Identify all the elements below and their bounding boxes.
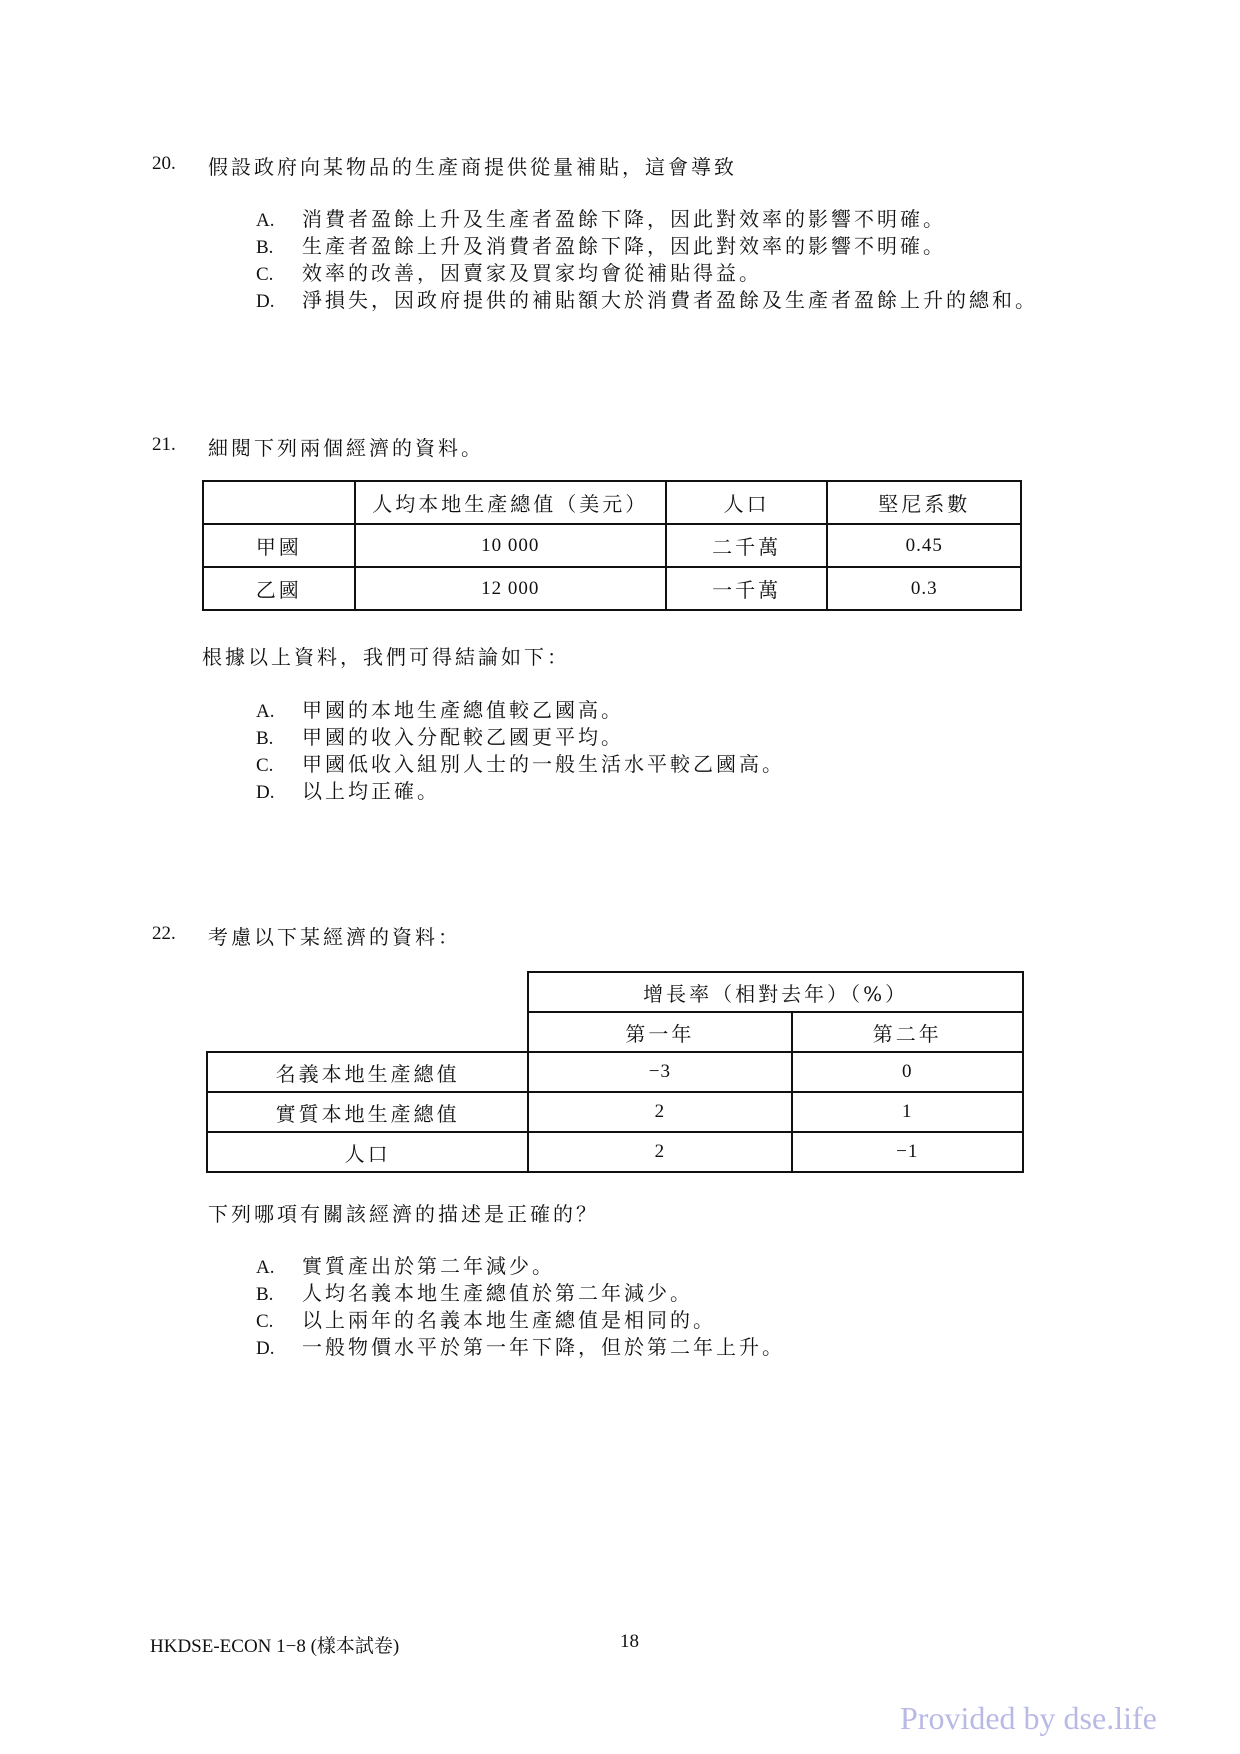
question-lead: 下列哪項有關該經濟的描述是正確的？ — [208, 1202, 599, 1226]
answer-option — [256, 748, 785, 777]
country-data-table — [202, 480, 1022, 611]
table-header-cell: 堅尼系數 — [827, 481, 1021, 524]
table-row — [203, 567, 1021, 610]
option-letter: A. — [256, 1257, 275, 1278]
table-cell: 12 000 — [355, 567, 666, 610]
page-number: 18 — [620, 1631, 639, 1652]
question-number: 21. — [152, 434, 176, 455]
paper-code: HKDSE-ECON 1−8 (樣本試卷) — [150, 1636, 400, 1657]
table-row — [207, 1092, 1023, 1132]
option-letter: B. — [256, 728, 274, 749]
answer-option — [256, 284, 1038, 313]
table-cell: 實質本地生產總值 — [207, 1092, 528, 1132]
option-text: 實質產出於第二年減少。 — [302, 1254, 555, 1278]
option-text: 甲國的收入分配較乙國更平均。 — [302, 725, 624, 749]
option-letter: C. — [256, 755, 274, 776]
answer-option — [256, 694, 624, 723]
table-empty-cell — [207, 972, 528, 1052]
option-letter: D. — [256, 782, 275, 803]
table-header-cell: 人均本地生產總值（美元） — [355, 481, 666, 524]
table-header-cell: 增長率（相對去年）（%） — [528, 972, 1023, 1012]
option-letter: D. — [256, 291, 275, 312]
table-header-cell — [203, 481, 355, 524]
option-text: 甲國低收入組別人士的一般生活水平較乙國高。 — [302, 752, 785, 776]
option-text: 以上均正確。 — [302, 779, 440, 803]
table-cell: 10 000 — [355, 524, 666, 567]
answer-option — [256, 1250, 555, 1279]
table-cell: 0.45 — [827, 524, 1021, 567]
table-cell: 2 — [528, 1132, 791, 1172]
question-number: 22. — [152, 923, 176, 944]
question-stem: 細閱下列兩個經濟的資料。 — [208, 436, 484, 460]
option-letter: C. — [256, 1311, 274, 1332]
table-cell: −3 — [528, 1052, 791, 1092]
growth-rate-table — [206, 971, 1024, 1173]
watermark: Provided by dse.life — [900, 1700, 1157, 1736]
table-row — [207, 1052, 1023, 1092]
option-letter: A. — [256, 210, 275, 231]
option-letter: B. — [256, 1284, 274, 1305]
answer-option — [256, 775, 440, 804]
answer-option — [256, 1277, 693, 1306]
option-letter: B. — [256, 237, 274, 258]
question-stem: 假設政府向某物品的生產商提供從量補貼，這會導致 — [208, 155, 737, 179]
table-cell: −1 — [792, 1132, 1023, 1172]
table-cell: 二千萬 — [666, 524, 828, 567]
answer-option — [256, 721, 624, 750]
question-lead: 根據以上資料，我們可得結論如下： — [202, 645, 570, 669]
table-cell: 1 — [792, 1092, 1023, 1132]
table-header-cell: 人口 — [666, 481, 828, 524]
table-cell: 0.3 — [827, 567, 1021, 610]
answer-option — [256, 1331, 785, 1360]
option-text: 甲國的本地生產總值較乙國高。 — [302, 698, 624, 722]
answer-option — [256, 203, 946, 232]
option-letter: D. — [256, 1338, 275, 1359]
option-text: 一般物價水平於第一年下降，但於第二年上升。 — [302, 1335, 785, 1359]
answer-option — [256, 1304, 716, 1333]
table-header-cell: 第一年 — [528, 1012, 791, 1052]
answer-option — [256, 257, 762, 286]
option-text: 效率的改善，因賣家及買家均會從補貼得益。 — [302, 261, 762, 285]
table-cell: 0 — [792, 1052, 1023, 1092]
option-text: 淨損失，因政府提供的補貼額大於消費者盈餘及生產者盈餘上升的總和。 — [302, 288, 1038, 312]
table-cell: 2 — [528, 1092, 791, 1132]
table-cell: 人口 — [207, 1132, 528, 1172]
table-cell: 乙國 — [203, 567, 355, 610]
option-text: 消費者盈餘上升及生產者盈餘下降，因此對效率的影響不明確。 — [302, 207, 946, 231]
option-text: 人均名義本地生產總值於第二年減少。 — [302, 1281, 693, 1305]
option-letter: C. — [256, 264, 274, 285]
table-cell: 一千萬 — [666, 567, 828, 610]
question-number: 20. — [152, 153, 176, 174]
table-row — [203, 524, 1021, 567]
question-stem: 考慮以下某經濟的資料： — [208, 925, 461, 949]
table-cell: 甲國 — [203, 524, 355, 567]
option-text: 以上兩年的名義本地生產總值是相同的。 — [302, 1308, 716, 1332]
answer-option — [256, 230, 946, 259]
table-header-cell: 第二年 — [792, 1012, 1023, 1052]
table-cell: 名義本地生產總值 — [207, 1052, 528, 1092]
option-text: 生產者盈餘上升及消費者盈餘下降，因此對效率的影響不明確。 — [302, 234, 946, 258]
table-row — [207, 1132, 1023, 1172]
option-letter: A. — [256, 701, 275, 722]
